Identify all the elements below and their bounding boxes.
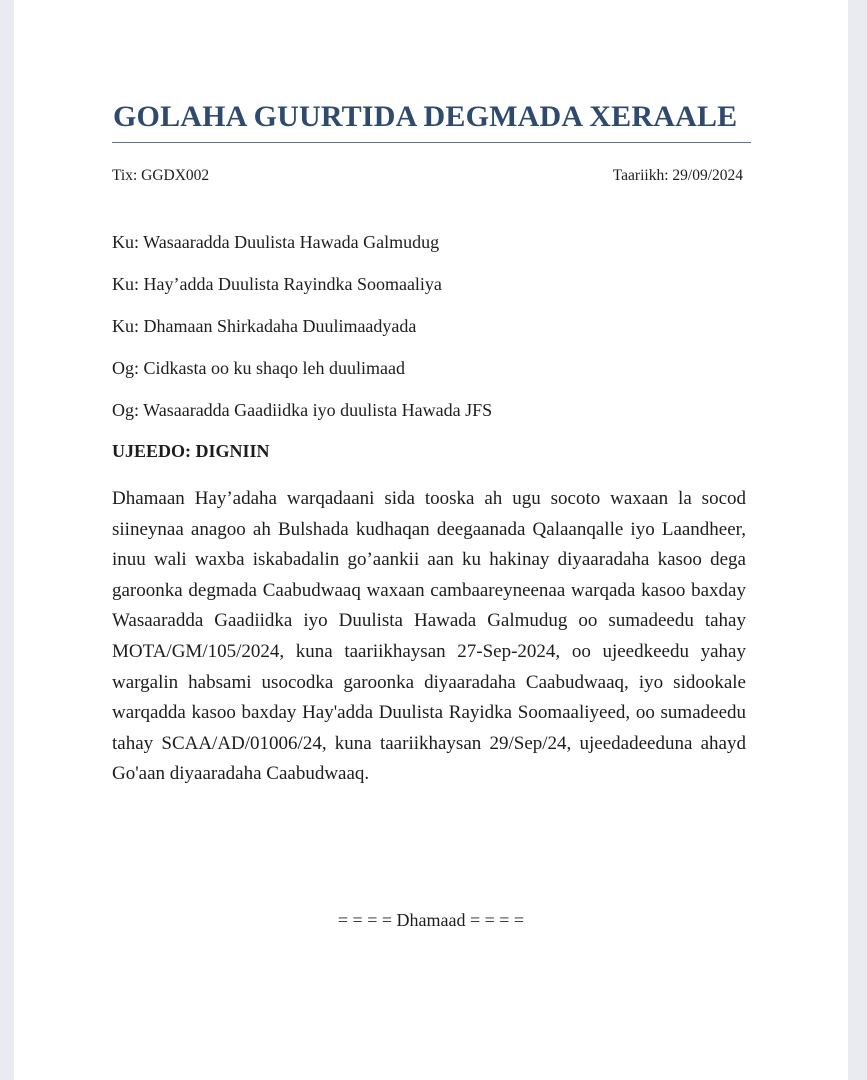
- letter-title: GOLAHA GUURTIDA DEGMADA XERAALE: [113, 100, 738, 133]
- recipient-item: Ku: Hay’adda Duulista Rayindka Soomaaliya: [112, 274, 442, 294]
- body-paragraph: Dhamaan Hay’adaha warqadaani sida tooska ah ugu socoto waxaan la socod siineynaa anagoo ah Bulshada kudhaqan deegaanada Qalaanqalle iyo Laandheer, inuu wali waxba iskabadalin go’aankii aan ku hakinay diyaaradaha kasoo dega garoonka degmada Caabudwaaq waxaan cambaareyneenaa warqada kasoo baxday Wasaaradda Gaadiidka iyo Duulista Hawada Galmudug oo sumadeedu tahay MOTA/GM/105/2024, kuna taariikhaysan 27-Sep-2024, oo ujeedkeedu yahay wargalin habsami usocodka garoonka diyaaradaha Caabudwaaq, iyo sidookale warqadda kasoo baxday Hay'adda Duulista Rayidka Soomaaliyeed, oo sumadeedu tahay SCAA/AD/01006/24, kuna taariikhaysan 29/Sep/24, ujeedadeeduna ahayd Go'aan diyaaradaha Caabudwaaq.: [112, 488, 746, 785]
- letter-date: Taariikh: 29/09/2024: [612, 167, 743, 184]
- reference-number: Tix: GGDX002: [112, 167, 210, 184]
- subject-line: UJEEDO: DIGNIIN: [112, 441, 270, 461]
- title-underline: [112, 142, 751, 143]
- letter-page: [14, 0, 848, 1080]
- recipient-item: Og: Cidkasta oo ku shaqo leh duulimaad: [112, 358, 405, 378]
- recipient-list: [112, 230, 492, 440]
- recipient-item: Ku: Wasaaradda Duulista Hawada Galmudug: [112, 232, 440, 252]
- recipient-item: Og: Wasaaradda Gaadiidka iyo duulista Hawada JFS: [112, 400, 493, 420]
- recipient-item: Ku: Dhamaan Shirkadaha Duulimaadyada: [112, 316, 417, 336]
- closing-line: = = = = Dhamaad = = = =: [337, 910, 525, 930]
